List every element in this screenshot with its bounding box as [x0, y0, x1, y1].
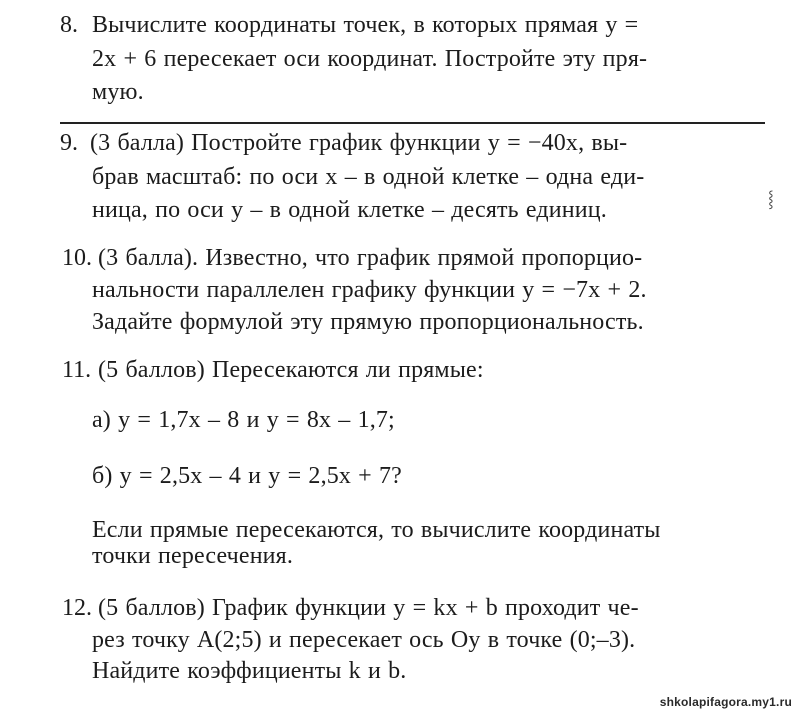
problem-10-line-1: (3 балла). Известно, что график прямой пропорцио- — [98, 245, 643, 271]
problem-11-line-5: точки пересечения. — [92, 543, 294, 569]
problem-12-line-3: Найдите коэффициенты k и b. — [92, 658, 407, 684]
problem-12-line-1: (5 баллов) График функции y = kx + b проходит че- — [98, 595, 639, 621]
problem-8-line-3: мую. — [92, 79, 144, 105]
site-watermark: shkolapifagora.my1.ru — [659, 695, 792, 709]
scan-artifact-mark: ⸾ — [768, 191, 774, 208]
problem-10-line-2: нальности параллелен графику функции y = −7x + 2. — [92, 277, 647, 303]
problem-9-line-2: брав масштаб: по оси x – в одной клетке – одна еди- — [92, 164, 645, 190]
problem-12-number: 12. — [62, 595, 92, 621]
problem-11-line-1: (5 баллов) Пересекаются ли прямые: — [98, 357, 484, 383]
problem-11-part-b: б) y = 2,5x – 4 и y = 2,5x + 7? — [92, 463, 402, 489]
problem-11-line-4: Если прямые пересекаются, то вычислите координаты — [92, 517, 661, 543]
problem-8-line-2: 2x + 6 пересекает оси координат. Постройте эту пря- — [92, 46, 648, 72]
section-divider — [60, 122, 765, 124]
problem-10-line-3: Задайте формулой эту прямую пропорциональность. — [92, 309, 644, 335]
problem-9-line-1: (3 балла) Постройте график функции y = −40x, вы- — [90, 130, 628, 156]
problem-9-line-3: ница, по оси y – в одной клетке – десять единиц. — [92, 197, 607, 223]
problem-8-line-1: Вычислите координаты точек, в которых прямая y = — [92, 12, 639, 38]
problem-11-number: 11. — [62, 357, 92, 383]
problem-12-line-2: рез точку A(2;5) и пересекает ось Oy в точке (0;–3). — [92, 627, 636, 653]
problem-8-number: 8. — [60, 12, 78, 38]
problem-11-part-a: а) y = 1,7x – 8 и y = 8x – 1,7; — [92, 407, 395, 433]
problem-10-number: 10. — [62, 245, 92, 271]
problem-9-number: 9. — [60, 130, 78, 156]
